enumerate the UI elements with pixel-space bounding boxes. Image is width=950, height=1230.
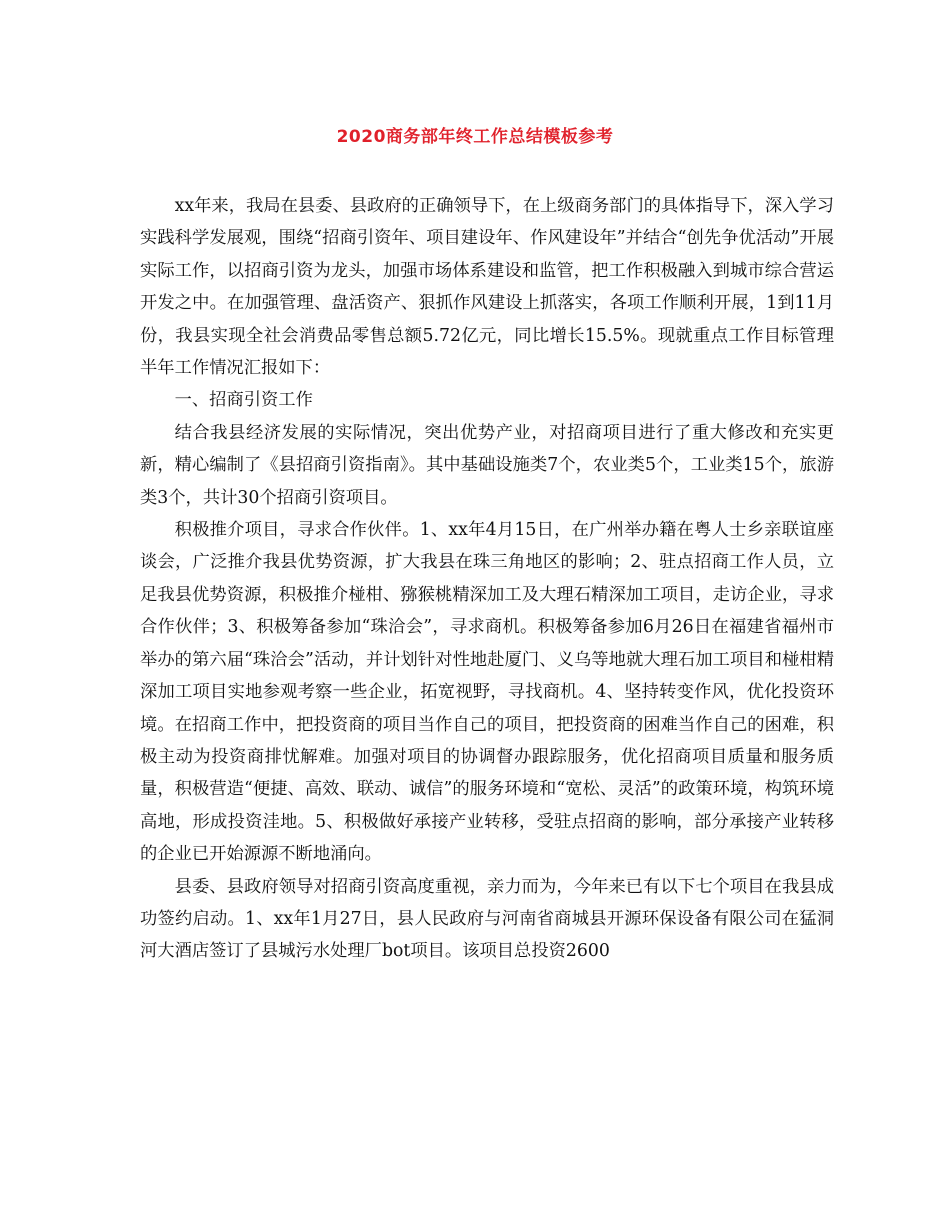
document-title: 2020商务部年终工作总结模板参考 xyxy=(336,127,614,147)
paragraph-investment-guide: 结合我县经济发展的实际情况，突出优势产业，对招商项目进行了重大修改和充实更新，精心编制了《县招商引资指南》。其中基础设施类7个，农业类5个，工业类15个，旅游类3个，共计30个招商引资项目。 xyxy=(140,422,834,508)
paragraph-project-promotion: 积极推介项目，寻求合作伙伴。1、xx年4月15日，在广州举办籍在粤人士乡亲联谊座谈会，广泛推介我县优势资源，扩大我县在珠三角地区的影响；2、驻点招商工作人员，立足我县优势资源，积极推介椪柑、猕猴桃精深加工及大理石精深加工项目，走访企业，寻求合作伙伴；3、积极筹备参加“珠洽会”，寻求商机。积极筹备参加6月26日在福建省福州市举办的第六届“珠洽会”活动，并计划针对性地赴厦门、义乌等地就大理石加工项目和椪柑精深加工项目实地参观考察一些企业，拓宽视野，寻找商机。4、坚持转变作风，优化投资环境。在招商工作中，把投资商的项目当作自己的项目，把投资商的困难当作自己的困难，积极主动为投资商排忧解难。加强对项目的协调督办跟踪服务，优化招商项目质量和服务质量，积极营造“便捷、高效、联动、诚信”的服务环境和“宽松、灵活”的政策环境，构筑环境高地，形成投资洼地。5、积极做好承接产业转移，受驻点招商的影响，部分承接产业转移的企业已开始源源不断地涌向。 xyxy=(140,520,834,865)
paragraph-intro: xx年来，我局在县委、县政府的正确领导下，在上级商务部门的具体指导下，深入学习实践科学发展观，围绕“招商引资年、项目建设年、作风建设年”并结合“创先争优活动”开展实际工作，以招商引资为龙头，加强市场体系建设和监管，把工作积极融入到城市综合营运开发之中。在加强管理、盘活资产、狠抓作风建设上抓落实，各项工作顺利开展，1到11月份，我县实现全社会消费品零售总额5.72亿元，同比增长15.5%。现就重点工作目标管理半年工作情况汇报如下： xyxy=(140,196,834,379)
section-heading-investment: 一、招商引资工作 xyxy=(174,390,313,411)
paragraph-signed-projects: 县委、县政府领导对招商引资高度重视，亲力而为，今年来已有以下七个项目在我县成功签约启动。1、xx年1月27日，县人民政府与河南省商城县开源环保设备有限公司在猛洞河大酒店签订了县城污水处理厂bot项目。该项目总投资2600 xyxy=(140,876,834,962)
document-body xyxy=(140,190,834,968)
